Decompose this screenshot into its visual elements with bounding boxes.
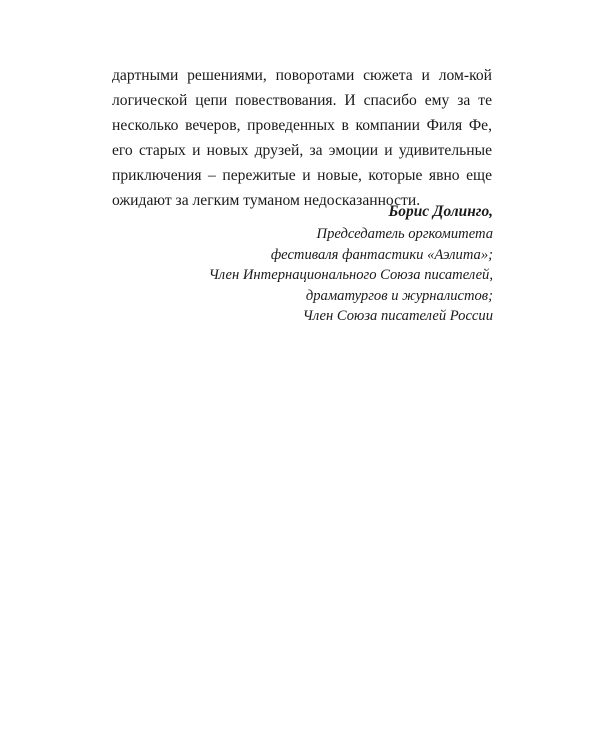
author-title-line-5: Член Союза писателей России [302, 308, 493, 324]
author-title-line-4: драматургов и журналистов; [305, 287, 493, 304]
author-signature-block [209, 202, 493, 327]
author-title-line-2: фестиваля фантастики «Аэлита»; [270, 246, 493, 263]
paragraph-line-2: логической цепи повествования. И спасибо ему за те [112, 92, 492, 109]
body-paragraph [112, 63, 492, 213]
author-title-line-1: Председатель оргкомитета [316, 226, 493, 242]
author-title-line-3: Член Интернационального Союза писателей, [208, 267, 493, 283]
paragraph-line-1: дартными решениями, поворотами сюжета и лом-кой [112, 67, 492, 84]
paragraph-line-4: его старых и новых друзей, за эмоции и удивительные [112, 142, 492, 159]
paragraph-line-5: приключения – пережитые и новые, которые явно еще [112, 167, 492, 184]
paragraph-line-6: ожидают за легким туманом недосказанности. [112, 192, 421, 209]
author-name: Борис Долинго, [388, 203, 493, 220]
paragraph-line-3: несколько вечеров, проведенных в компании Филя Фе, [112, 117, 492, 134]
